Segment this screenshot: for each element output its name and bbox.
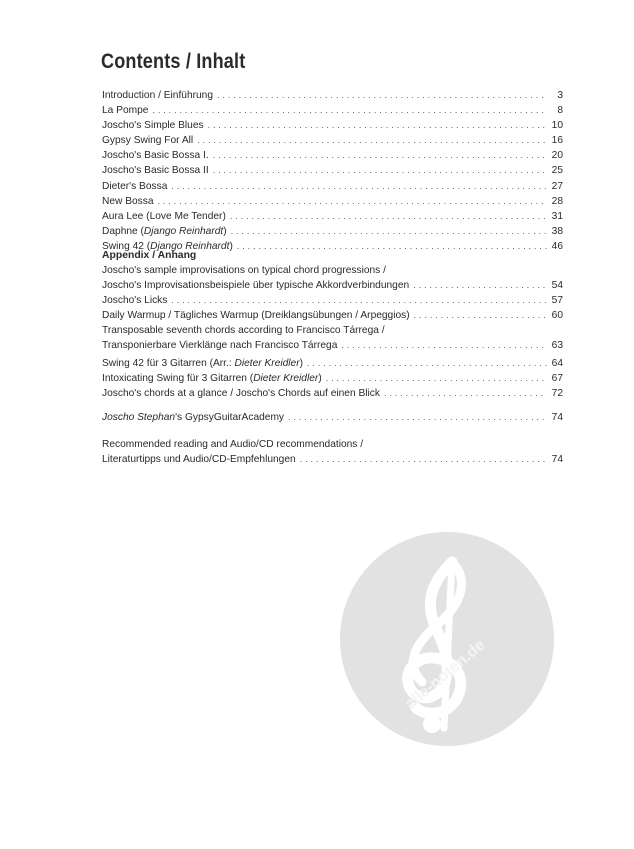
toc-entry[interactable]: Swing 42 für 3 Gitarren (Arr.: Dieter Kreidler) . . . 64 — [102, 356, 563, 371]
dot-leader — [171, 293, 547, 308]
composer-name: Django Reinhardt — [150, 240, 230, 252]
dot-leader — [171, 179, 547, 194]
page-number: 28 — [551, 195, 563, 207]
page-number: 63 — [551, 340, 563, 352]
dot-leader — [384, 386, 547, 401]
guitar-section — [102, 356, 563, 401]
toc-entry[interactable]: Swing 42 (Django Reinhardt) . . . 46 — [102, 239, 563, 254]
toc-entry[interactable]: Aura Lee (Love Me Tender) . . . 31 — [102, 209, 563, 224]
toc-entry[interactable]: Daphne (Django Reinhardt) . . . 38 — [102, 224, 563, 239]
dot-leader — [288, 410, 547, 425]
page-number: 20 — [551, 150, 563, 162]
page-number: 16 — [551, 135, 563, 147]
page-number: 25 — [551, 165, 563, 177]
toc-entry[interactable]: New Bossa . . . 28 — [102, 194, 563, 209]
toc-entry[interactable]: Joscho Stephan's GypsyGuitarAcademy . . . 74 — [102, 410, 563, 425]
page-number: 74 — [551, 412, 563, 423]
page-number: 74 — [551, 454, 563, 466]
toc-entry[interactable]: Joscho's chords at a glance / Joscho's Chords auf einen Blick . . . 72 — [102, 386, 563, 401]
page-number: 64 — [551, 358, 563, 369]
watermark-logo — [340, 532, 554, 746]
page-number: 57 — [551, 295, 563, 307]
dot-leader — [152, 103, 547, 118]
page-number: 8 — [557, 105, 563, 117]
page-number: 38 — [551, 225, 563, 237]
dot-leader — [326, 371, 547, 386]
arranger-name: Dieter Kreidler — [234, 358, 300, 369]
toc-entry[interactable]: Dieter's Bossa . . . 27 — [102, 179, 563, 194]
toc-entry[interactable]: Joscho's Licks . . . 57 — [102, 293, 563, 308]
composer-name: Django Reinhardt — [143, 225, 224, 237]
page-number: 54 — [551, 280, 563, 292]
page-number: 46 — [551, 240, 563, 252]
toc-entry[interactable]: Joscho's Simple Blues . . . 10 — [102, 118, 563, 133]
toc-entry[interactable]: Literaturtipps und Audio/CD-Empfehlungen . . . 74 — [102, 452, 563, 467]
dot-leader — [414, 308, 547, 323]
toc-entry[interactable]: Daily Warmup / Tägliches Warmup (Dreiklangsübungen / Arpeggios) . . . 60 — [102, 308, 563, 323]
appendix-line: Transposable seventh chords according to Francisco Tárrega / — [102, 325, 385, 337]
dot-leader — [231, 224, 547, 239]
toc-entry[interactable]: Introduction / Einführung . . . 3 — [102, 88, 563, 103]
appendix-section — [102, 248, 563, 354]
reading-section — [102, 437, 563, 467]
page-number: 67 — [551, 373, 563, 385]
author-name: Joscho Stephan — [102, 412, 176, 423]
dot-leader — [230, 209, 547, 224]
dot-leader — [158, 194, 547, 209]
academy-section — [102, 410, 563, 425]
dot-leader — [413, 278, 547, 293]
dot-leader — [208, 118, 547, 133]
arranger-name: Dieter Kreidler — [253, 373, 319, 385]
appendix-heading: Appendix / Anhang — [102, 250, 197, 261]
toc-entry[interactable]: Joscho's Basic Bossa II . . . 25 — [102, 163, 563, 178]
watermark-text: alle-noten.de — [402, 636, 489, 714]
page-number: 72 — [551, 388, 563, 400]
toc-entry[interactable]: Gypsy Swing For All . . . 16 — [102, 133, 563, 148]
toc-entry[interactable]: Joscho's Basic Bossa I. . . . 20 — [102, 148, 563, 163]
reading-line: Recommended reading and Audio/CD recommendations / — [102, 439, 364, 450]
dot-leader — [197, 133, 547, 148]
dot-leader — [213, 163, 547, 178]
dot-leader — [213, 148, 547, 163]
treble-clef-icon — [340, 532, 554, 746]
dot-leader — [300, 452, 547, 467]
page-title: Contents / Inhalt — [101, 50, 246, 73]
page-number: 31 — [551, 210, 563, 222]
toc-entry[interactable]: Intoxicating Swing für 3 Gitarren (Dieter Kreidler) . . . 67 — [102, 371, 563, 386]
toc-entry[interactable]: La Pompe . . . 8 — [102, 103, 563, 118]
page-number: 3 — [557, 90, 563, 101]
page-number: 27 — [551, 180, 563, 192]
dot-leader — [217, 88, 547, 103]
main-contents-list — [102, 88, 563, 254]
toc-entry[interactable]: Joscho's Improvisationsbeispiele über typische Akkordverbindungen . . . 54 — [102, 278, 563, 293]
appendix-line: Joscho's sample improvisations on typical chord progressions / — [102, 265, 386, 276]
page-number: 60 — [551, 310, 563, 322]
toc-entry[interactable]: Transponierbare Vierklänge nach Francisco Tárrega . . . 63 — [102, 338, 563, 353]
dot-leader — [341, 338, 547, 353]
page-number: 10 — [551, 120, 563, 132]
dot-leader — [307, 356, 547, 371]
